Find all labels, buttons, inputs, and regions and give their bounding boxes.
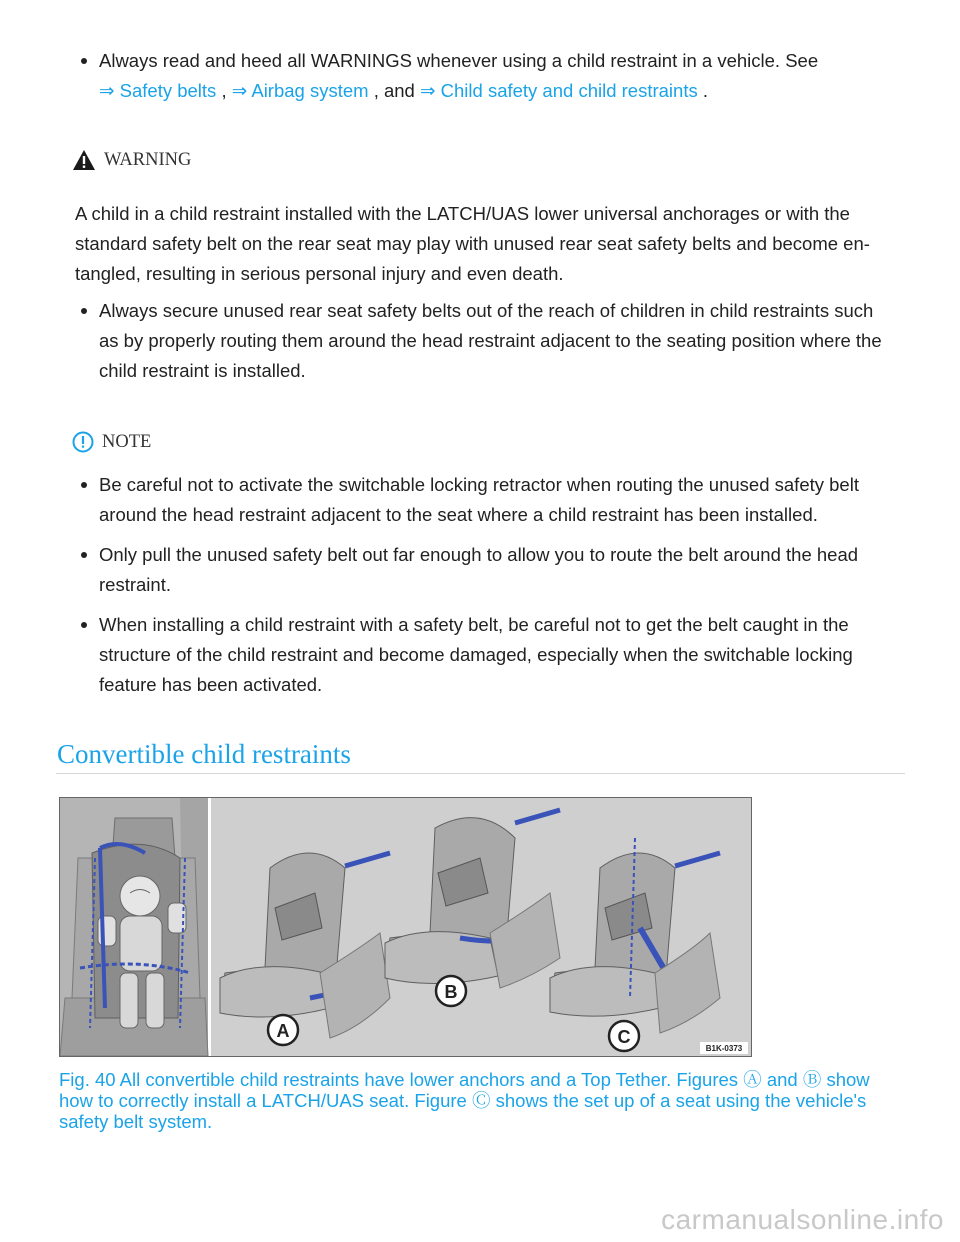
link-separator: , bbox=[216, 80, 232, 101]
label-b-badge bbox=[436, 976, 466, 1006]
warning-bullets bbox=[75, 296, 895, 386]
airbag-system-link[interactable]: ⇒ Airbag system bbox=[231, 80, 369, 101]
warning-header bbox=[72, 149, 191, 171]
note-bullets bbox=[75, 470, 895, 700]
safety-belts-link[interactable]: ⇒ Safety belts bbox=[99, 80, 217, 101]
exclamation-circle-icon bbox=[72, 431, 94, 453]
child-safety-link[interactable]: ⇒ Child safety and child restraints bbox=[420, 80, 698, 101]
watermark: carmanualsonline.info bbox=[661, 1204, 944, 1235]
section-title: Convertible child restraints bbox=[57, 739, 351, 769]
child-seat-illustration bbox=[60, 798, 751, 1056]
label-c: C bbox=[617, 1027, 631, 1047]
note-header bbox=[72, 431, 151, 453]
note-bullet: When installing a child restraint with a safety belt, be careful not to get the belt caught in the structure of the child restraint and become damaged, especially when the switchable locking feature has been activated. bbox=[75, 610, 895, 700]
warning-triangle-icon bbox=[72, 149, 96, 171]
label-a: A bbox=[276, 1021, 290, 1041]
figure-illustration bbox=[59, 797, 752, 1057]
label-b: B bbox=[444, 982, 458, 1002]
sentence-end: . bbox=[697, 80, 708, 101]
intro-bullet-block bbox=[75, 46, 895, 106]
section-divider bbox=[56, 773, 905, 774]
intro-bullet-text: Always read and heed all WARNINGS whenever using a child restraint in a vehicle. See bbox=[99, 50, 819, 71]
section-heading-block bbox=[57, 737, 351, 771]
link-separator: , and bbox=[368, 80, 420, 101]
warning-label: WARNING bbox=[104, 149, 192, 170]
figure-code: B1K-0373 bbox=[705, 1044, 743, 1053]
label-a-badge bbox=[268, 1015, 298, 1045]
note-bullet: Only pull the unused safety belt out far enough to allow you to route the belt around the head restraint. bbox=[75, 540, 895, 600]
intro-bullet bbox=[75, 46, 895, 106]
warning-paragraph: A child in a child restraint installed with the LATCH/UAS lower universal anchorages or with the standard safety belt on the rear seat may play with unused rear seat safety belts and become entangled, resulting in serious personal injury and even death. bbox=[75, 203, 870, 284]
note-bullet: Be careful not to activate the switchable locking retractor when routing the unused safety belt around the head restraint adjacent to the seat where a child restraint has been installed. bbox=[75, 470, 895, 530]
warning-bullet: Always secure unused rear seat safety belts out of the reach of children in child restraints such as by properly routing them around the head restraint adjacent to the seating position where the child restraint is installed. bbox=[75, 296, 895, 386]
note-label: NOTE bbox=[102, 431, 152, 452]
label-c-badge bbox=[609, 1021, 639, 1051]
figure-caption: Fig. 40 All convertible child restraints have lower anchors and a Top Tether. Figures Ⓐ and Ⓑ show how to correctly install a LATCH/UAS seat. Figure Ⓒ shows the set up of a seat using the vehicle's safety belt system. bbox=[59, 1069, 870, 1132]
